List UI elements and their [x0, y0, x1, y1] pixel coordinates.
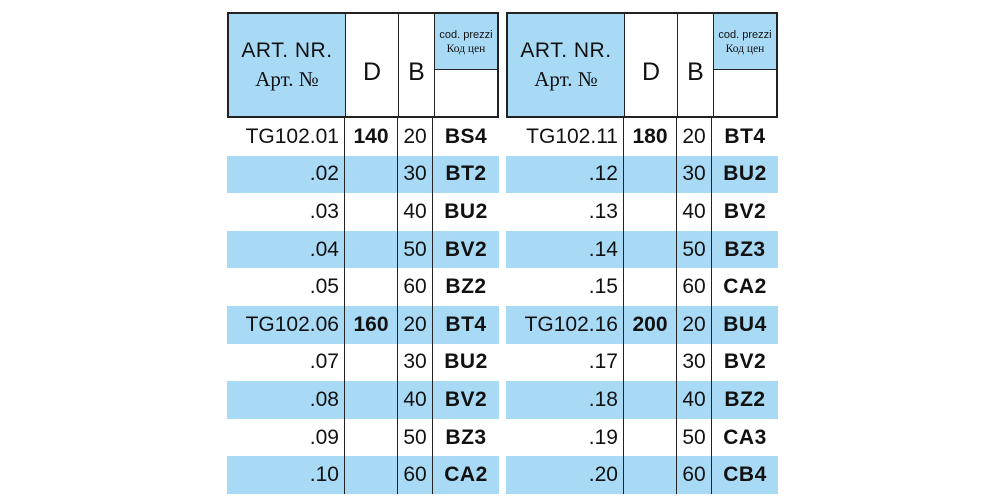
header-d	[625, 14, 678, 116]
price-code-cell: BU2	[444, 199, 488, 223]
table-row	[506, 118, 778, 156]
table-row	[506, 419, 778, 457]
header-b-label: B	[687, 57, 704, 86]
art-nr-cell: TG102.06	[245, 312, 339, 336]
art-nr-cell: .02	[309, 162, 339, 186]
diameter-cell	[344, 456, 397, 494]
header-art-nr-label: ART. NR.	[241, 38, 333, 62]
diameter-cell	[344, 193, 397, 231]
art-nr-cell: .07	[309, 350, 339, 374]
header-b	[678, 14, 714, 116]
price-code-cell: CA2	[444, 463, 488, 487]
header-d	[346, 14, 399, 116]
width-cell: 60	[676, 456, 712, 494]
header-price-code-label-ru: Код цен	[446, 42, 486, 55]
header-price-code-label: cod. prezzi	[718, 28, 772, 41]
table-header	[506, 12, 778, 118]
art-nr-cell: .18	[588, 387, 618, 411]
table-row	[506, 306, 778, 344]
diameter-cell: 180	[623, 118, 676, 156]
diameter-cell	[623, 268, 676, 306]
width-cell: 30	[676, 344, 712, 382]
price-code-cell: BT2	[445, 162, 487, 186]
header-art-nr-label-ru: Арт. №	[255, 66, 319, 91]
header-b-label: B	[408, 57, 425, 86]
table-body	[506, 118, 778, 494]
width-cell: 20	[676, 118, 712, 156]
price-table-left	[227, 12, 499, 494]
price-code-cell: BT4	[445, 312, 487, 336]
diameter-cell	[344, 156, 397, 194]
table-row	[227, 456, 499, 494]
price-code-cell: BZ3	[724, 237, 766, 261]
art-nr-cell: .13	[588, 199, 618, 223]
price-code-cell: BZ2	[724, 387, 766, 411]
table-row	[506, 344, 778, 382]
diameter-cell	[344, 419, 397, 457]
price-code-cell: BU2	[723, 162, 767, 186]
art-nr-cell: .14	[588, 237, 618, 261]
table-row	[506, 193, 778, 231]
header-art-nr-label: ART. NR.	[520, 38, 612, 62]
price-code-cell: CA3	[723, 425, 767, 449]
diameter-cell	[344, 268, 397, 306]
table-row	[227, 231, 499, 269]
table-header	[227, 12, 499, 118]
diameter-cell	[623, 456, 676, 494]
diameter-cell	[344, 231, 397, 269]
art-nr-cell: .15	[588, 275, 618, 299]
width-cell: 60	[397, 456, 433, 494]
price-code-cell: BV2	[723, 199, 767, 223]
diameter-cell	[344, 344, 397, 382]
table-row	[506, 456, 778, 494]
diameter-cell	[623, 156, 676, 194]
art-nr-cell: .19	[588, 425, 618, 449]
table-row	[227, 268, 499, 306]
diameter-cell: 140	[344, 118, 397, 156]
table-row	[227, 193, 499, 231]
header-art-nr	[229, 14, 346, 116]
art-nr-cell: .20	[588, 463, 618, 487]
header-d-label: D	[362, 57, 382, 86]
header-b	[399, 14, 435, 116]
diameter-cell	[623, 193, 676, 231]
price-table-right	[506, 12, 778, 494]
diameter-cell	[623, 381, 676, 419]
width-cell: 30	[397, 156, 433, 194]
art-nr-cell: TG102.11	[526, 124, 618, 148]
width-cell: 60	[676, 268, 712, 306]
width-cell: 50	[397, 419, 433, 457]
width-cell: 50	[676, 419, 712, 457]
art-nr-cell: TG102.16	[524, 312, 618, 336]
width-cell: 20	[676, 306, 712, 344]
art-nr-cell: .05	[309, 275, 339, 299]
price-code-cell: BZ3	[445, 425, 487, 449]
table-row	[227, 344, 499, 382]
table-row	[506, 381, 778, 419]
width-cell: 30	[676, 156, 712, 194]
diameter-cell	[623, 344, 676, 382]
art-nr-cell: .12	[588, 162, 618, 186]
diameter-cell: 160	[344, 306, 397, 344]
width-cell: 40	[397, 381, 433, 419]
diameter-cell: 200	[623, 306, 676, 344]
price-code-cell: BU2	[444, 350, 488, 374]
width-cell: 40	[676, 381, 712, 419]
width-cell: 20	[397, 306, 433, 344]
art-nr-cell: .04	[309, 237, 339, 261]
table-body	[227, 118, 499, 494]
price-code-cell: BZ2	[445, 275, 487, 299]
header-price-code	[435, 14, 497, 116]
price-code-cell: BV2	[444, 387, 488, 411]
header-art-nr-label-ru: Арт. №	[534, 66, 598, 91]
width-cell: 50	[676, 231, 712, 269]
price-code-cell: BT4	[724, 124, 766, 148]
art-nr-cell: .08	[309, 387, 339, 411]
table-row	[227, 306, 499, 344]
table-row	[506, 156, 778, 194]
table-row	[227, 419, 499, 457]
table-row	[506, 231, 778, 269]
price-code-cell: CA2	[723, 275, 767, 299]
price-code-cell: BV2	[444, 237, 488, 261]
width-cell: 60	[397, 268, 433, 306]
art-nr-cell: .03	[309, 199, 339, 223]
price-code-cell: BS4	[444, 124, 488, 148]
art-nr-cell: .10	[309, 463, 339, 487]
art-nr-cell: .17	[588, 350, 618, 374]
table-row	[506, 268, 778, 306]
table-row	[227, 381, 499, 419]
header-art-nr	[508, 14, 625, 116]
header-d-label: D	[641, 57, 661, 86]
width-cell: 50	[397, 231, 433, 269]
table-row	[227, 118, 499, 156]
header-price-code-label: cod. prezzi	[439, 28, 493, 41]
diameter-cell	[623, 231, 676, 269]
width-cell: 20	[397, 118, 433, 156]
price-code-cell: BV2	[723, 350, 767, 374]
diameter-cell	[623, 419, 676, 457]
header-price-code-label-ru: Код цен	[725, 42, 765, 55]
art-nr-cell: .09	[309, 425, 339, 449]
price-code-cell: CB4	[723, 463, 767, 487]
width-cell: 40	[397, 193, 433, 231]
width-cell: 40	[676, 193, 712, 231]
art-nr-cell: TG102.01	[245, 124, 339, 148]
price-code-cell: BU4	[723, 312, 767, 336]
width-cell: 30	[397, 344, 433, 382]
table-row	[227, 156, 499, 194]
diameter-cell	[344, 381, 397, 419]
header-price-code	[714, 14, 776, 116]
